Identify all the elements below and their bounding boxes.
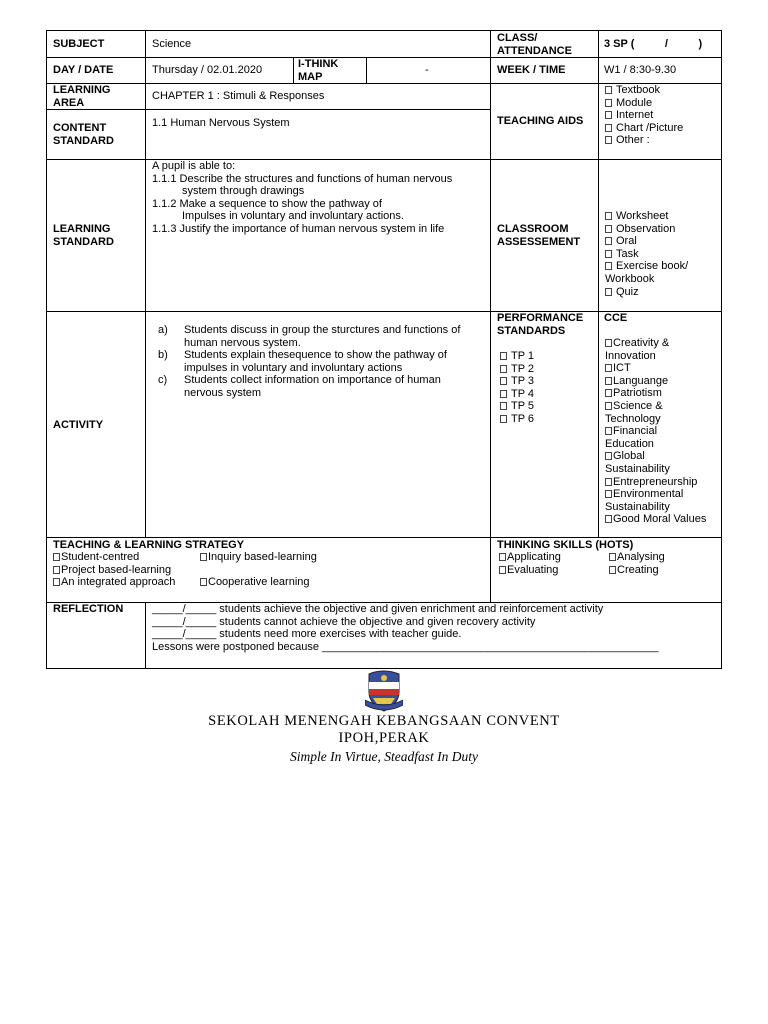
strategy-option[interactable]: An integrated approach (53, 576, 175, 589)
cce-item[interactable]: Entrepreneurship (605, 476, 706, 489)
checkbox-icon[interactable] (605, 364, 612, 372)
checkbox-icon[interactable] (500, 390, 507, 398)
checkbox-icon[interactable] (605, 262, 612, 270)
reflection-lines (152, 603, 658, 653)
strategy-option[interactable]: Student-centred (53, 551, 139, 564)
tp-item[interactable]: TP 3 (500, 375, 534, 388)
checkbox-icon[interactable] (500, 377, 507, 385)
strategy-option[interactable]: Cooperative learning (200, 576, 310, 589)
reflection-label: REFLECTION (53, 603, 124, 615)
checkbox-icon[interactable] (500, 365, 507, 373)
strategy-option[interactable]: Inquiry based-learning (200, 551, 317, 564)
day-date-label: DAY / DATE (53, 64, 114, 76)
checkbox-icon[interactable] (499, 566, 506, 574)
checkbox-icon[interactable] (53, 553, 60, 561)
cce-item[interactable]: Global (605, 450, 706, 463)
assessment-item[interactable]: Exercise book/ (605, 260, 688, 273)
checkbox-icon[interactable] (605, 490, 612, 498)
school-motto: Simple In Virtue, Steadfast In Duty (290, 749, 478, 764)
classroom-assessment-label: CLASSROOM ASSESSEMENT (497, 223, 581, 248)
checkbox-icon[interactable] (605, 225, 612, 233)
week-time-value: W1 / 8:30-9.30 (604, 64, 677, 76)
checkbox-icon[interactable] (200, 578, 207, 586)
activity-item: c) Students collect information on importance of human nervous system (158, 374, 441, 399)
checkbox-icon[interactable] (605, 124, 612, 132)
teaching-aid-item[interactable]: Other : (605, 134, 683, 147)
checkbox-icon[interactable] (499, 553, 506, 561)
subject-label: SUBJECT (53, 38, 105, 50)
checkbox-icon[interactable] (605, 515, 612, 523)
cce-item[interactable]: Patriotism (605, 387, 706, 400)
cce-item[interactable]: Creativity & (605, 337, 706, 350)
assessment-item[interactable]: Oral (605, 235, 688, 248)
learning-standard-text: A pupil is able to: 1.1.1 Describe the structures and functions of human nervous system through drawings 1.1.2 Make a sequence to show the pathway of Impulses in voluntary and involuntary actions. 1.1.3 Justify the importance of human nervous system in life (152, 160, 453, 235)
cce-item[interactable]: Science & (605, 400, 706, 413)
tp-item[interactable]: TP 5 (500, 400, 534, 413)
cce-item[interactable]: Financial (605, 425, 706, 438)
classroom-assessment-list (605, 210, 688, 298)
checkbox-icon[interactable] (500, 415, 507, 423)
teaching-aids-label: TEACHING AIDS (497, 115, 584, 127)
class-attendance-value: 3 SP ( / ) (604, 38, 703, 50)
teaching-aid-item[interactable]: Chart /Picture (605, 122, 683, 135)
cce-item-continued: Sustainability (605, 462, 670, 475)
tp-item[interactable]: TP 4 (500, 388, 534, 401)
content-standard-value: 1.1 Human Nervous System (152, 117, 290, 129)
thinking-option[interactable]: Creating (609, 564, 659, 577)
activity-list (154, 324, 460, 400)
checkbox-icon[interactable] (609, 566, 616, 574)
school-crest-logo (365, 670, 403, 712)
thinking-skills-label: THINKING SKILLS (HOTS) (497, 539, 634, 551)
learning-area-value: CHAPTER 1 : Stimuli & Responses (152, 90, 325, 102)
teaching-aid-item[interactable]: Internet (605, 109, 683, 122)
reflection-line[interactable]: _____/_____ students achieve the objective and given enrichment and reinforcement activity (152, 603, 604, 615)
subject-value: Science (152, 38, 192, 50)
learning-area-label: LEARNING AREA (53, 84, 111, 109)
checkbox-icon[interactable] (605, 99, 612, 107)
checkbox-icon[interactable] (605, 250, 612, 258)
checkbox-icon[interactable] (605, 136, 612, 144)
teaching-aid-item[interactable]: Module (605, 97, 683, 110)
teaching-aids-list (605, 84, 683, 147)
cce-item-continued: Technology (605, 412, 661, 425)
performance-standards-label: PERFORMANCE STANDARDS (497, 312, 584, 337)
learning-standard-label: LEARNING STANDARD (53, 223, 114, 248)
activity-item: a) Students discuss in group the sturctures and functions of human nervous system. (158, 324, 461, 349)
thinking-option[interactable]: Applicating (499, 551, 561, 564)
assessment-item[interactable]: Task (605, 248, 688, 261)
cce-list (605, 337, 706, 526)
assessment-item[interactable]: Observation (605, 223, 688, 236)
cce-item-continued: Education (605, 437, 654, 450)
activity-item: b) Students explain thesequence to show the pathway of impulses in voluntary and involuntary actions (158, 349, 447, 374)
cce-label: CCE (604, 312, 628, 324)
checkbox-icon[interactable] (500, 402, 507, 410)
checkbox-icon[interactable] (605, 212, 612, 220)
school-location: IPOH,PERAK (338, 730, 430, 746)
strategy-label: TEACHING & LEARNING STRATEGY (53, 539, 245, 551)
cce-item-continued: Innovation (605, 349, 656, 362)
ithink-map-value: - (425, 64, 429, 76)
checkbox-icon[interactable] (605, 339, 612, 347)
checkbox-icon[interactable] (500, 352, 507, 360)
week-time-label: WEEK / TIME (497, 64, 566, 76)
cce-item[interactable]: Environmental (605, 488, 706, 501)
reflection-line[interactable]: Lessons were postponed because _______________________________________________________ (152, 640, 659, 653)
checkbox-icon[interactable] (605, 452, 612, 460)
tp-item[interactable]: TP 6 (500, 413, 534, 426)
thinking-option[interactable]: Evaluating (499, 564, 558, 577)
checkbox-icon[interactable] (200, 553, 207, 561)
assessment-item-continued: Workbook (605, 272, 655, 285)
checkbox-icon[interactable] (605, 111, 612, 119)
performance-standards-list (500, 350, 534, 426)
reflection-line[interactable]: _____/_____ students need more exercises with teacher guide. (152, 628, 462, 641)
ithink-map-label: I-THINK MAP (298, 58, 339, 83)
assessment-item[interactable]: Worksheet (605, 210, 688, 223)
class-label: CLASS/ ATTENDANCE (497, 32, 572, 57)
checkbox-icon[interactable] (605, 377, 612, 385)
school-name: SEKOLAH MENENGAH KEBANGSAAN CONVENT (208, 713, 560, 729)
tp-item[interactable]: TP 1 (500, 350, 534, 363)
checkbox-icon[interactable] (605, 288, 612, 296)
thinking-option[interactable]: Analysing (609, 551, 665, 564)
day-date-value: Thursday / 02.01.2020 (152, 64, 263, 76)
checkbox-icon[interactable] (53, 566, 60, 574)
checkbox-icon[interactable] (609, 553, 616, 561)
activity-label: ACTIVITY (53, 419, 104, 431)
cce-item[interactable]: ICT (605, 362, 706, 375)
checkbox-icon[interactable] (53, 578, 60, 586)
tp-item[interactable]: TP 2 (500, 363, 534, 376)
checkbox-icon[interactable] (605, 389, 612, 397)
checkbox-icon[interactable] (605, 237, 612, 245)
cce-item[interactable]: Languange (605, 375, 706, 388)
assessment-item[interactable]: Quiz (605, 286, 688, 299)
cce-item[interactable]: Good Moral Values (605, 513, 706, 526)
teaching-aid-item[interactable]: Textbook (605, 84, 683, 97)
strategy-option[interactable]: Project based-learning (53, 564, 171, 577)
checkbox-icon[interactable] (605, 427, 612, 435)
school-footer (0, 713, 768, 766)
checkbox-icon[interactable] (605, 86, 612, 94)
cce-item-continued: Sustainability (605, 500, 670, 513)
checkbox-icon[interactable] (605, 478, 612, 486)
reflection-line[interactable]: _____/_____ students cannot achieve the objective and given recovery activity (152, 615, 536, 628)
content-standard-label: CONTENT STANDARD (53, 122, 114, 147)
checkbox-icon[interactable] (605, 402, 612, 410)
